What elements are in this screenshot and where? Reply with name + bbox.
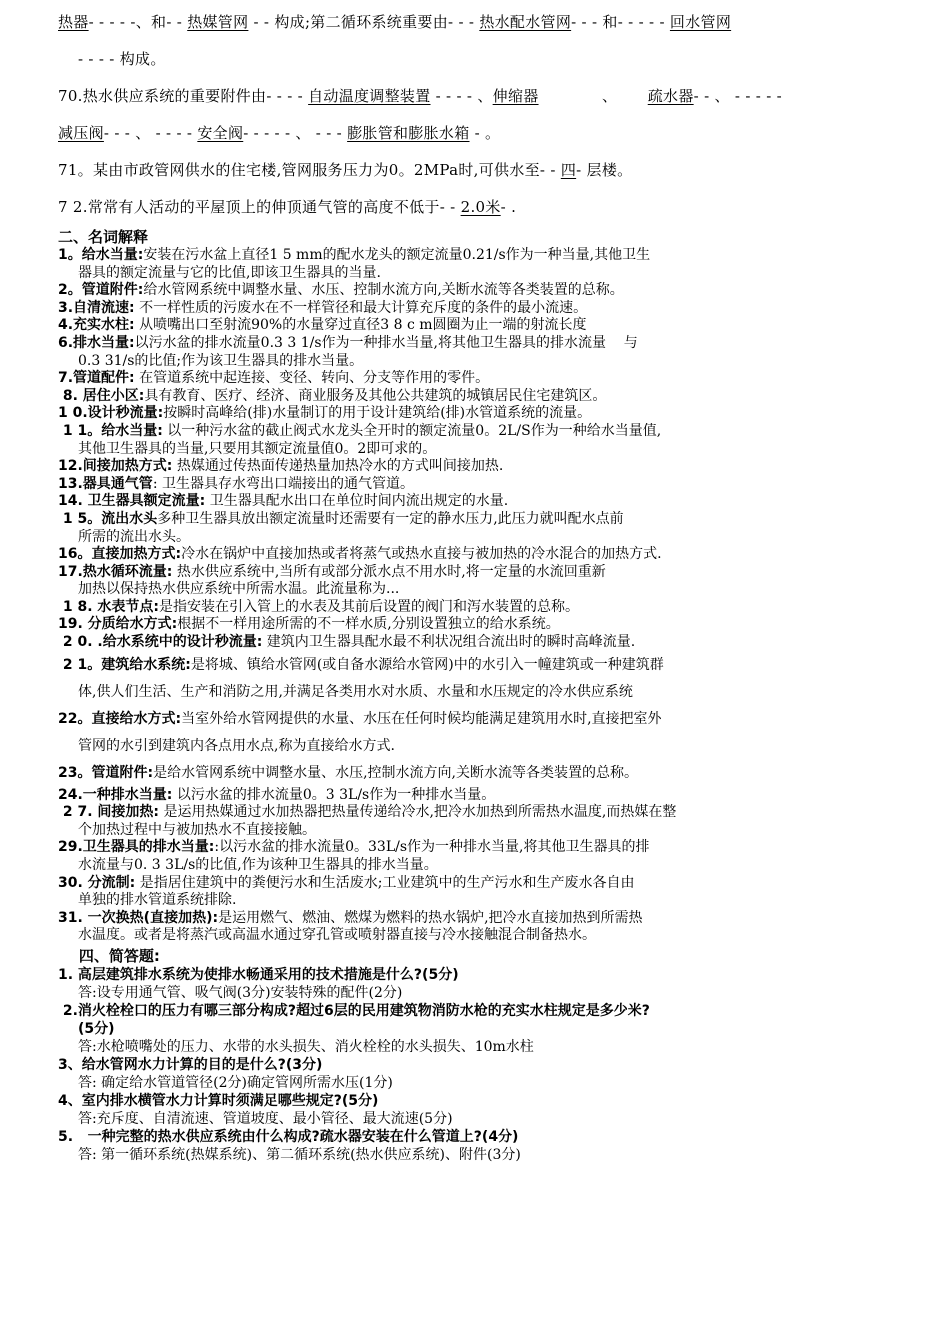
definition-item [58, 546, 918, 564]
definition-term: 24.一种排水当量: [58, 786, 173, 803]
definition-term: 17.热水循环流量: [58, 563, 173, 580]
definition-term: 29.卫生器具的排水当量: [58, 839, 215, 856]
definition-term: 13.器具通气管 [58, 475, 153, 492]
definition-term: 8. 居住小区: [58, 387, 145, 404]
definition-text-cont: 水流量与0. 3 3L/s的比值,作为该种卫生器具的排水当量。 [78, 857, 438, 874]
definition-text: 具有教育、医疗、经济、商业服务及其他公共建筑的城镇居民住宅建筑区。 [144, 387, 607, 404]
text: - - - - -、和- - [88, 13, 188, 31]
definition-term: 22。直接给水方式: [58, 710, 182, 727]
definition-item [58, 804, 918, 839]
definition-item [58, 760, 918, 787]
definition-text: 是指安装在引入管上的水表及其前后设置的阀门和泻水装置的总称。 [159, 598, 580, 615]
answer-blank: 疏水器 [647, 87, 694, 105]
definition-term: 7.管道配件: [58, 370, 135, 387]
fill-line-69-cont: - - - - 构成。 [78, 50, 166, 68]
definition-item [58, 370, 918, 388]
definition-text: 以一种污水盆的截止阀式水龙头全开时的额定流量0。2L/S作为一种给水当量值, [162, 422, 662, 439]
definition-term: 4.充实水柱: [58, 317, 135, 334]
fill-line-72 [58, 189, 908, 226]
definition-term: 1 0.设计秒流量: [58, 405, 164, 422]
definition-text: 以污水盆的排水流量0。3 3L/s作为一种排水当量。 [172, 786, 496, 803]
answer-blank: 热器 [58, 13, 89, 31]
definition-item [58, 875, 918, 910]
answer-blank: 减压阀 [58, 124, 104, 142]
definition-text: 冷水在锅炉中直接加热或者将蒸气或热水直接与被加热的冷水混合的加热方式. [181, 546, 662, 563]
text: - - 、 - - - - - [693, 87, 782, 105]
definition-term: 31. 一次换热(直接加热): [58, 909, 219, 926]
definition-text: 当室外给水管网提供的水量、水压在任何时候均能满足建筑用水时,直接把室外 [181, 710, 662, 727]
definition-item [58, 388, 918, 406]
text: - - - 、 - - - - [103, 124, 198, 142]
definition-text-cont: 加热以保持热水供应系统中所需水温。此流量称为... [78, 581, 400, 598]
definition-text-cont: 水温度。或者是将蒸汽或高温水通过穿孔管或喷射器直接与冷水接触混合制备热水。 [78, 927, 596, 944]
definition-text-cont: 0.3 31/s的比值;作为该卫生器具的排水当量。 [78, 352, 364, 369]
definition-text: 是运用热媒通过水加热器把热量传递给冷水,把冷水加热到所需热水温度,而热媒在整 [159, 804, 677, 821]
text: - - - 和- - - - - [571, 13, 670, 31]
answer-blank: 热媒管网 [187, 13, 249, 31]
answer-blank: 2.0米 [460, 198, 501, 216]
answer: 答:充斥度、自清流速、管道坡度、最小管径、最大流速(5分) [78, 1111, 453, 1127]
definition-text: 建筑内卫生器具配水最不利状况组合流出时的瞬时高峰流量. [262, 634, 636, 651]
definition-text: :以污水盆的排水流量0。33L/s作为一种排水当量,将其他卫生器具的排 [214, 839, 650, 856]
definition-text: 不一样性质的污废水在不一样管径和最大计算充斥度的条件的最小流速。 [134, 299, 588, 316]
definition-item [58, 247, 918, 282]
answer-blank: 自动温度调整装置 [308, 87, 431, 105]
text: 71。某由市政管网供水的住宅楼,管网服务压力为0。2MPa时,可供水至- - [58, 161, 561, 179]
definition-term: 14. 卫生器具额定流量: [58, 493, 206, 510]
definition-text: 在管道系统中起连接、变径、转向、分支等作用的零件。 [134, 370, 490, 387]
definition-item [58, 599, 918, 617]
text: 、 [566, 87, 648, 105]
answer-blank: 安全阀 [197, 124, 244, 142]
section-heading-short-answer: 四、简答题: [58, 947, 160, 965]
definition-term: 2 1。建筑给水系统: [58, 656, 191, 673]
definition-item [58, 564, 918, 599]
definition-term: 2 7. 间接加热: [58, 804, 160, 821]
question-cont: (5分) [78, 1021, 115, 1037]
section-heading-definitions: 二、名词解释 [58, 228, 149, 246]
definition-item [58, 423, 918, 458]
definition-item [58, 405, 918, 423]
text: - - 构成;第二循环系统重要由- - - [248, 13, 480, 31]
definition-item [58, 511, 918, 546]
definition-term: 30. 分流制: [58, 874, 136, 891]
answer-blank: 膨胀管和膨胀水箱 [347, 124, 470, 142]
definition-item [58, 317, 918, 335]
definition-item [58, 787, 918, 805]
definition-text: : 卫生器具存水弯出口端接出的通气管道。 [152, 475, 414, 492]
definition-term: 1。给水当量: [58, 247, 144, 263]
definition-text-cont: 器具的额定流量与它的比值,即该卫生器具的当量. [78, 264, 381, 281]
definition-term: 2 0. .给水系统中的设计秒流量: [58, 634, 263, 651]
short-answer-list [0, 966, 918, 1164]
definition-item [58, 476, 918, 494]
answer-blank: 伸缩器 [492, 87, 539, 105]
definition-text: 卫生器具配水出口在单位时间内流出规定的水量. [205, 493, 509, 510]
definition-text-cont: 其他卫生器具的当量,只要用其额定流量值0。2即可求的。 [78, 440, 437, 457]
definition-text-cont: 体,供人们生活、生产和消防之用,并满足各类用水对水质、水量和水压规定的冷水供应系统 [78, 683, 633, 700]
text: - . [500, 198, 517, 216]
definition-text-cont: 管网的水引到建筑内各点用水点,称为直接给水方式. [78, 737, 395, 754]
definition-text: 根据不一样用途所需的不一样水质,分别设置独立的给水系统。 [177, 616, 560, 633]
answer: 答: 第一循环系统(热媒系统)、第二循环系统(热水供应系统)、附件(3分) [78, 1147, 521, 1163]
answer-blank: 回水管网 [669, 13, 732, 31]
definition-text: 安装在污水盆上直径1 5 mm的配水龙头的额定流量0.21/s作为一种当量,其他卫生 [143, 247, 651, 263]
text: 7 2.常常有人活动的平屋顶上的伸顶通气管的高度不低于- - [58, 198, 461, 216]
definition-text: 是将城、镇给水管网(或自备水源给水管网)中的水引入一幢建筑或一种建筑群 [190, 656, 664, 673]
definition-item [58, 458, 918, 476]
definition-item [58, 706, 918, 760]
definition-text: 以污水盆的排水流量0.3 3 1/s作为一种排水当量,将其他卫生器具的排水流量 与 [134, 334, 638, 351]
question: 2.消火栓栓口的压力有哪三部分构成?超过6层的民用建筑物消防水枪的充实水柱规定是多少米? [58, 1003, 650, 1019]
definition-item [58, 910, 918, 945]
definition-item [58, 493, 918, 511]
definition-term: 19. 分质给水方式: [58, 616, 178, 633]
definition-text: 是给水管网系统中调整水量、水压,控制水流方向,关断水流等各类装置的总称。 [153, 764, 638, 781]
answer: 答:设专用通气管、吸气阀(3分)安装特殊的配件(2分) [78, 985, 403, 1001]
text: - 层楼。 [576, 161, 633, 179]
text: - - - - 、 [430, 87, 493, 105]
question: 1. 高层建筑排水系统为使排水畅通采用的技术措施是什么?(5分) [58, 967, 459, 983]
definition-text-cont: 所需的流出水头。 [78, 528, 190, 545]
definition-text: 多种卫生器具放出额定流量时还需要有一定的静水压力,此压力就叫配水点前 [157, 510, 624, 527]
text: - 。 [469, 124, 501, 142]
definition-item [58, 634, 918, 652]
definition-term: 1 8. 水表节点: [58, 598, 160, 615]
definition-text-cont: 单独的排水管道系统排除. [78, 892, 237, 909]
definition-term: 1 5。流出水头 [58, 510, 158, 527]
definition-item [58, 300, 918, 318]
definition-term: 3.自清流速: [58, 299, 135, 316]
question: 5. 一种完整的热水供应系统由什么构成?疏水器安装在什么管道上?(4分) [58, 1129, 519, 1145]
definition-text: 是运用燃气、燃油、燃煤为燃料的热水锅炉,把冷水直接加热到所需热 [218, 909, 643, 926]
definition-text: 热水供应系统中,当所有或部分派水点不用水时,将一定量的水流回重新 [172, 563, 606, 580]
definition-term: 16。直接加热方式: [58, 546, 182, 563]
fill-line-71 [58, 152, 908, 189]
definition-item [58, 616, 918, 634]
text: 70.热水供应系统的重要附件由- - - - [58, 87, 309, 105]
fill-line-70-cont [58, 115, 908, 152]
fill-line-70 [58, 78, 908, 115]
answer-blank: 四 [560, 161, 577, 179]
definition-term: 2。管道附件: [58, 282, 144, 299]
answer: 答: 确定给水管道管径(2分)确定管网所需水压(1分) [78, 1075, 393, 1091]
definition-item [58, 335, 918, 370]
definition-term: 1 1。给水当量: [58, 422, 163, 439]
fill-line-69 [58, 4, 908, 41]
definition-text: 按瞬时高峰给(排)水量制订的用于设计建筑给(排)水管道系统的流量。 [163, 405, 592, 422]
definition-item [58, 652, 918, 706]
definition-term: 12.间接加热方式: [58, 458, 173, 475]
definition-text: 给水管网系统中调整水量、水压、控制水流方向,关断水流等各类装置的总称。 [143, 282, 624, 299]
definition-text: 从喷嘴出口至射流90%的水量穿过直径3 8 c m圆圈为止一端的射流长度 [134, 317, 587, 334]
definition-term: 6.排水当量: [58, 334, 135, 351]
answer-blank: 热水配水管网 [479, 13, 572, 31]
definition-text-cont: 个加热过程中与被加热水不直接接触。 [78, 821, 316, 838]
definitions-list [0, 247, 918, 945]
definition-text: 是指居住建筑中的粪便污水和生活废水;工业建筑中的生产污水和生产废水各自由 [135, 874, 635, 891]
question: 4、室内排水横管水力计算时须满足哪些规定?(5分) [58, 1093, 379, 1109]
definition-item [58, 282, 918, 300]
answer: 答:水枪喷嘴处的压力、水带的水头损失、消火栓栓的水头损失、10m水柱 [78, 1039, 534, 1055]
definition-text: 热媒通过传热面传递热量加热冷水的方式叫间接加热. [172, 458, 504, 475]
question: 3、给水管网水力计算的目的是什么?(3分) [58, 1057, 323, 1073]
definition-term: 23。管道附件: [58, 764, 154, 781]
definition-item [58, 839, 918, 874]
fill-in-section [0, 0, 908, 226]
text: - - - - - 、 - - - [243, 124, 348, 142]
